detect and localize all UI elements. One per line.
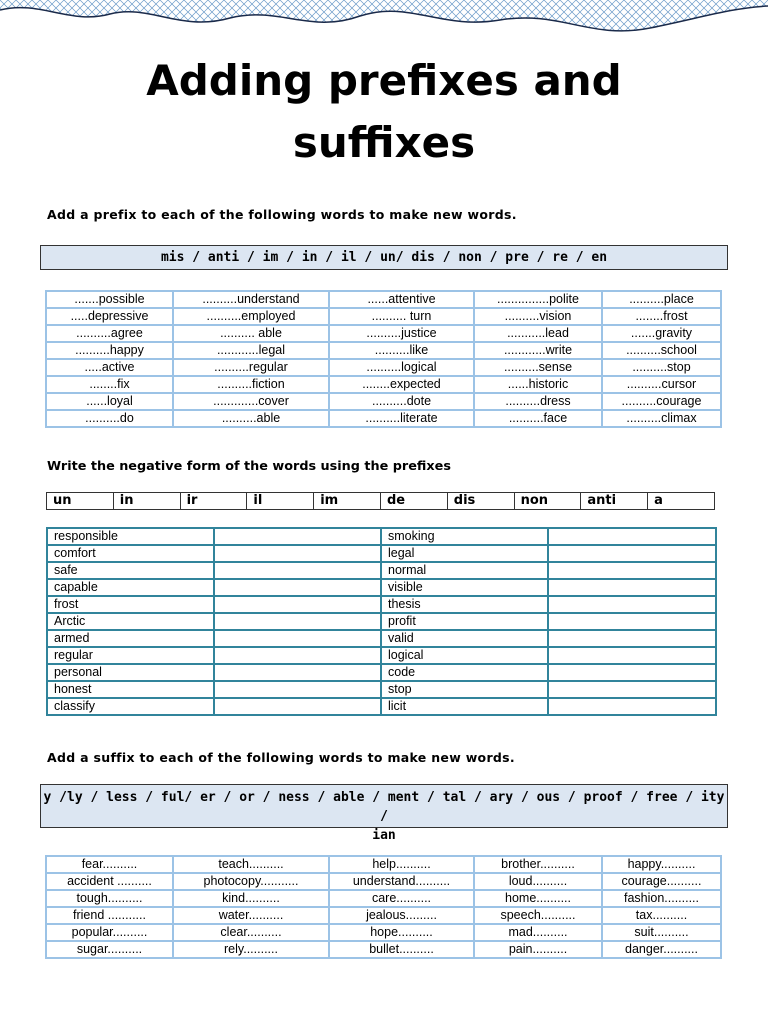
suffix-word-cell: pain.......... [474, 941, 602, 958]
table-row [47, 528, 716, 545]
prefix-word-cell: ..........vision [474, 308, 602, 325]
base-word-cell: safe [47, 562, 214, 579]
table-row [46, 376, 721, 393]
base-word-cell: profit [381, 613, 548, 630]
answer-blank-cell[interactable] [214, 613, 381, 630]
suffix-word-cell: danger.......... [602, 941, 721, 958]
suffix-word-cell: happy.......... [602, 856, 721, 873]
base-word-cell: thesis [381, 596, 548, 613]
answer-blank-cell[interactable] [214, 664, 381, 681]
suffix-words-body [46, 856, 721, 958]
base-word-cell: frost [47, 596, 214, 613]
suffix-word-cell: teach.......... [173, 856, 329, 873]
table-row [46, 342, 721, 359]
answer-blank-cell[interactable] [548, 596, 716, 613]
negative-form-table [46, 527, 717, 716]
suffix-word-cell: suit.......... [602, 924, 721, 941]
table-row [47, 630, 716, 647]
prefix-word-cell: ..........school [602, 342, 721, 359]
prefix-word-cell: ............write [474, 342, 602, 359]
prefix-word-cell: ..........dress [474, 393, 602, 410]
table-row [47, 681, 716, 698]
suffix-word-cell: kind.......... [173, 890, 329, 907]
base-word-cell: stop [381, 681, 548, 698]
prefix-word-cell: ..........understand [173, 291, 329, 308]
prefix-option-cell: un [47, 493, 114, 510]
prefix-word-cell: ......loyal [46, 393, 173, 410]
answer-blank-cell[interactable] [214, 528, 381, 545]
suffix-word-cell: popular.......... [46, 924, 173, 941]
suffix-word-cell: photocopy........... [173, 873, 329, 890]
prefix-word-cell: ..........climax [602, 410, 721, 427]
prefix-word-cell: ..........regular [173, 359, 329, 376]
page-title-line2: suffixes [292, 118, 476, 167]
table-row [47, 579, 716, 596]
answer-blank-cell[interactable] [548, 664, 716, 681]
suffix-word-cell: rely.......... [173, 941, 329, 958]
base-word-cell: visible [381, 579, 548, 596]
prefix-word-cell: ..........place [602, 291, 721, 308]
prefix-option-cell: non [514, 493, 581, 510]
table-row [46, 907, 721, 924]
suffix-word-cell: understand.......... [329, 873, 474, 890]
base-word-cell: smoking [381, 528, 548, 545]
prefix-word-cell: ..........like [329, 342, 474, 359]
prefix-word-cell: ..........employed [173, 308, 329, 325]
wavy-header-decoration [0, 0, 768, 48]
table-row [47, 647, 716, 664]
answer-blank-cell[interactable] [548, 681, 716, 698]
table-row [47, 562, 716, 579]
prefix-word-cell: ..........fiction [173, 376, 329, 393]
answer-blank-cell[interactable] [214, 630, 381, 647]
prefix-word-cell: ........expected [329, 376, 474, 393]
base-word-cell: responsible [47, 528, 214, 545]
suffix-word-cell: friend ........... [46, 907, 173, 924]
base-word-cell: capable [47, 579, 214, 596]
prefix-word-cell: ..........stop [602, 359, 721, 376]
answer-blank-cell[interactable] [548, 613, 716, 630]
table-row [46, 410, 721, 427]
suffix-word-cell: bullet.......... [329, 941, 474, 958]
prefix-instruction: Add a prefix to each of the following words to make new words. [47, 207, 517, 222]
base-word-cell: code [381, 664, 548, 681]
answer-blank-cell[interactable] [548, 647, 716, 664]
table-row [46, 393, 721, 410]
table-row [47, 698, 716, 715]
prefix-option-cell: ir [180, 493, 247, 510]
answer-blank-cell[interactable] [548, 562, 716, 579]
prefix-option-cell: im [314, 493, 381, 510]
answer-blank-cell[interactable] [548, 579, 716, 596]
negative-prefixes-row [46, 492, 715, 510]
prefix-word-cell: ......historic [474, 376, 602, 393]
suffix-options-box [40, 784, 728, 843]
prefix-word-cell: ..........courage [602, 393, 721, 410]
table-row [46, 359, 721, 376]
table-row [46, 308, 721, 325]
base-word-cell: armed [47, 630, 214, 647]
table-row [46, 941, 721, 958]
base-word-cell: regular [47, 647, 214, 664]
answer-blank-cell[interactable] [214, 596, 381, 613]
table-row [46, 924, 721, 941]
suffix-word-cell: courage.......... [602, 873, 721, 890]
table-row [47, 664, 716, 681]
suffix-word-cell: accident .......... [46, 873, 173, 890]
answer-blank-cell[interactable] [214, 579, 381, 596]
prefix-word-cell: .......possible [46, 291, 173, 308]
table-row [46, 325, 721, 342]
table-row [46, 291, 721, 308]
suffix-word-cell: mad.......... [474, 924, 602, 941]
suffix-word-cell: hope.......... [329, 924, 474, 941]
suffix-word-cell: fear.......... [46, 856, 173, 873]
prefix-option-cell: in [113, 493, 180, 510]
base-word-cell: honest [47, 681, 214, 698]
table-row [47, 545, 716, 562]
prefix-word-cell: .....active [46, 359, 173, 376]
suffix-word-cell: water.......... [173, 907, 329, 924]
answer-blank-cell[interactable] [214, 562, 381, 579]
suffix-word-cell: sugar.......... [46, 941, 173, 958]
suffix-word-cell: clear.......... [173, 924, 329, 941]
prefix-word-cell: .......gravity [602, 325, 721, 342]
suffix-instruction: Add a suffix to each of the following words to make new words. [47, 750, 515, 765]
answer-blank-cell[interactable] [214, 681, 381, 698]
suffix-options-line2: ian [372, 828, 396, 843]
prefix-word-cell: ..........cursor [602, 376, 721, 393]
base-word-cell: personal [47, 664, 214, 681]
answer-blank-cell[interactable] [548, 545, 716, 562]
suffix-options-line1: y /ly / less / ful/ er / or / ness / able / ment / tal / ary / ous / proof / free / ity / [43, 790, 725, 824]
suffix-word-cell: fashion.......... [602, 890, 721, 907]
base-word-cell: comfort [47, 545, 214, 562]
suffix-words-table [45, 855, 722, 959]
prefix-option-cell: dis [447, 493, 514, 510]
prefix-word-cell: ..........justice [329, 325, 474, 342]
suffix-word-cell: loud.......... [474, 873, 602, 890]
answer-blank-cell[interactable] [548, 698, 716, 715]
prefix-word-cell: ..........do [46, 410, 173, 427]
base-word-cell: valid [381, 630, 548, 647]
prefix-word-cell: ...........lead [474, 325, 602, 342]
table-row [46, 873, 721, 890]
suffix-word-cell: tax.......... [602, 907, 721, 924]
prefix-word-cell: ..........sense [474, 359, 602, 376]
table-row [47, 613, 716, 630]
prefix-word-cell: ..........able [173, 410, 329, 427]
answer-blank-cell[interactable] [548, 528, 716, 545]
page-title-line1: Adding prefixes and [146, 56, 622, 105]
prefix-words-table [45, 290, 722, 428]
suffix-word-cell: tough.......... [46, 890, 173, 907]
prefix-word-cell: ..........face [474, 410, 602, 427]
suffix-word-cell: care.......... [329, 890, 474, 907]
prefix-word-cell: ........frost [602, 308, 721, 325]
prefix-word-cell: .....depressive [46, 308, 173, 325]
prefix-option-cell: anti [581, 493, 648, 510]
prefix-words-body [46, 291, 721, 427]
prefix-options-box: mis / anti / im / in / il / un/ dis / non / pre / re / en [40, 245, 728, 270]
table-row [46, 890, 721, 907]
suffix-word-cell: brother.......... [474, 856, 602, 873]
negative-instruction: Write the negative form of the words using the prefixes [47, 459, 451, 474]
base-word-cell: legal [381, 545, 548, 562]
prefix-word-cell: ...............polite [474, 291, 602, 308]
prefix-word-cell: ..........literate [329, 410, 474, 427]
prefix-word-cell: ............legal [173, 342, 329, 359]
prefix-option-cell: a [648, 493, 715, 510]
prefix-word-cell: .......... turn [329, 308, 474, 325]
base-word-cell: logical [381, 647, 548, 664]
prefix-word-cell: ..........dote [329, 393, 474, 410]
prefix-word-cell: .............cover [173, 393, 329, 410]
negative-form-body [47, 528, 716, 715]
prefix-option-cell: de [380, 493, 447, 510]
prefix-word-cell: ......attentive [329, 291, 474, 308]
suffix-word-cell: home.......... [474, 890, 602, 907]
prefix-word-cell: ..........happy [46, 342, 173, 359]
prefix-option-cell: il [247, 493, 314, 510]
answer-blank-cell[interactable] [214, 545, 381, 562]
base-word-cell: Arctic [47, 613, 214, 630]
suffix-word-cell: speech.......... [474, 907, 602, 924]
base-word-cell: licit [381, 698, 548, 715]
base-word-cell: classify [47, 698, 214, 715]
prefix-word-cell: ........fix [46, 376, 173, 393]
table-row [46, 856, 721, 873]
answer-blank-cell[interactable] [214, 647, 381, 664]
table-row [47, 596, 716, 613]
prefix-word-cell: ..........logical [329, 359, 474, 376]
prefix-word-cell: .......... able [173, 325, 329, 342]
answer-blank-cell[interactable] [214, 698, 381, 715]
answer-blank-cell[interactable] [548, 630, 716, 647]
prefix-word-cell: ..........agree [46, 325, 173, 342]
suffix-word-cell: help.......... [329, 856, 474, 873]
base-word-cell: normal [381, 562, 548, 579]
suffix-word-cell: jealous......... [329, 907, 474, 924]
